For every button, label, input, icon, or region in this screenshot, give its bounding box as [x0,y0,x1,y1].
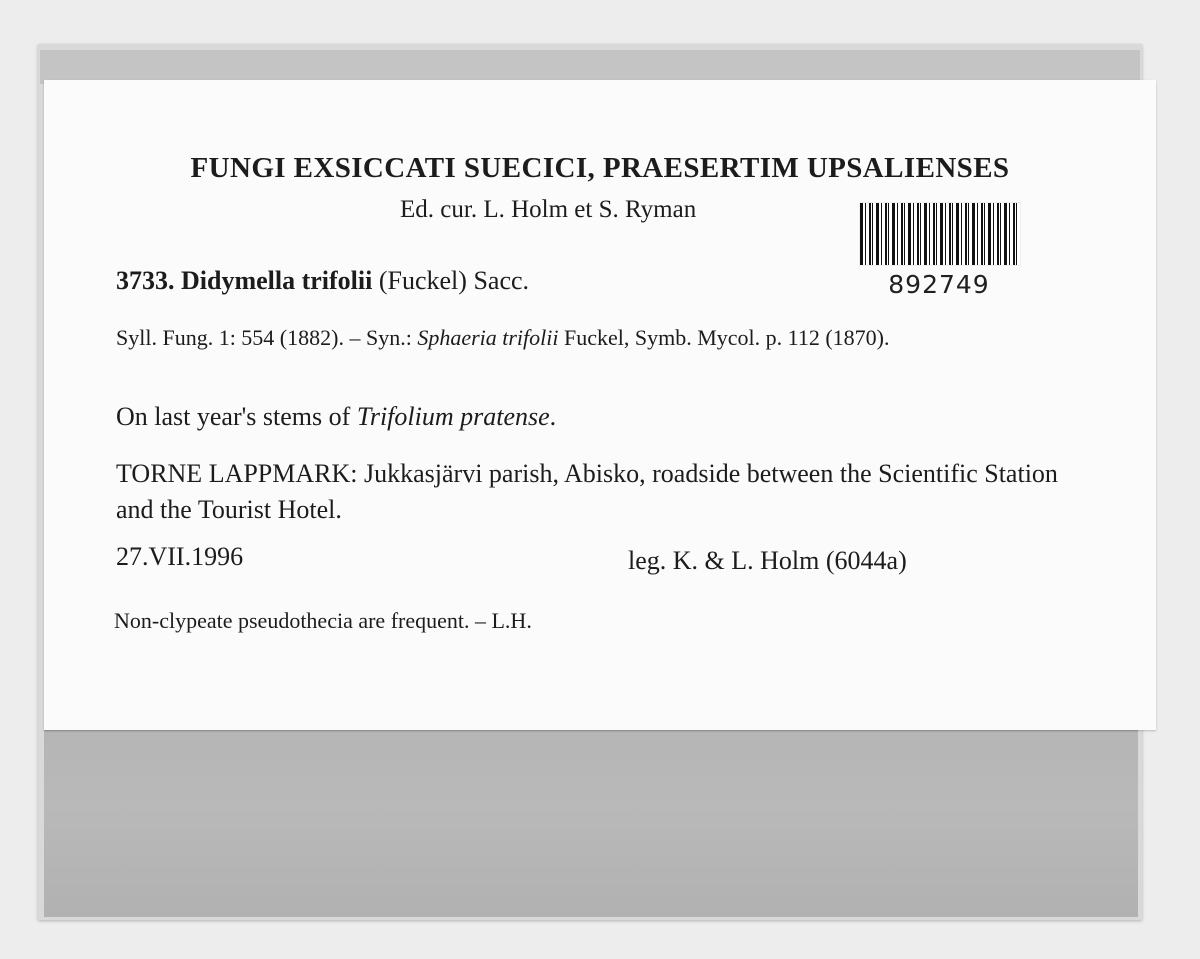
host-suffix: . [549,402,557,431]
synonym-name: Sphaeria trifolii [417,325,559,350]
collector: leg. K. & L. Holm (6044a) [628,546,907,575]
host-prefix: On last year's stems of [116,402,357,431]
barcode-number: 892749 [888,270,990,299]
host-substrate [116,402,556,432]
herbarium-label [44,80,1156,730]
packet-top-strip [40,50,1140,84]
host-species: Trifolium pratense [356,402,550,431]
citation-text: Syll. Fung. 1: 554 (1882). – Syn.: [116,325,418,350]
label-title: FUNGI EXSICCATI SUECICI, PRAESERTIM UPSALIENSES [190,152,1010,184]
label-editors: Ed. cur. L. Holm et S. Ryman [400,196,697,223]
collection-date: 27.VII.1996 [116,542,244,571]
barcode-icon [859,202,1021,266]
citation-reference: Fuckel, Symb. Mycol. p. 112 (1870). [558,325,890,350]
species-binomial: Didymella trifolii [181,266,373,295]
citation [116,324,1086,352]
species-number: 3733. [116,266,175,295]
packet-flap [44,730,1138,917]
species-authority: (Fuckel) Sacc. [378,266,530,295]
species-name [116,266,529,296]
label-note: Non-clypeate pseudothecia are frequent. – L.H. [114,608,532,633]
locality: TORNE LAPPMARK: Jukkasjärvi parish, Abisko, roadside between the Scientific Station and the Tourist Hotel. [116,459,1058,524]
